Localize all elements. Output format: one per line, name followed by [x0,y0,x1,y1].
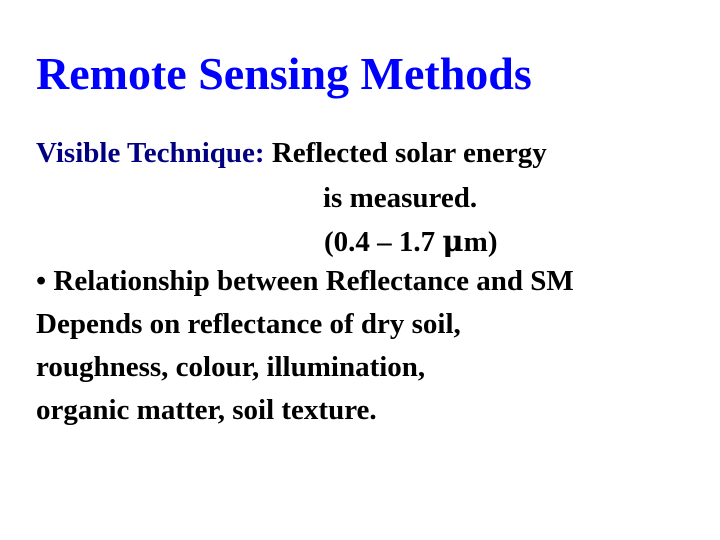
wavelength-close: m) [463,226,498,258]
wavelength-range [324,224,497,259]
bullet-icon: • [36,265,47,297]
relationship-bullet-line [36,264,574,298]
visible-technique-text: Reflected solar energy [264,137,547,169]
wavelength-open: (0.4 – 1.7 [324,226,443,258]
depends-line-3: organic matter, soil texture. [36,394,377,426]
visible-technique-label: Visible Technique: [36,137,265,169]
measured-line: is measured. [323,182,478,214]
depends-line-1: Depends on reflectance of dry soil, [36,308,461,340]
depends-line-2: roughness, colour, illumination, [36,351,426,383]
relationship-text: Relationship between Reflectance and SM [46,265,574,297]
visible-technique-line [36,136,547,170]
micro-symbol: μ [442,224,464,258]
slide-title: Remote Sensing Methods [36,48,532,99]
